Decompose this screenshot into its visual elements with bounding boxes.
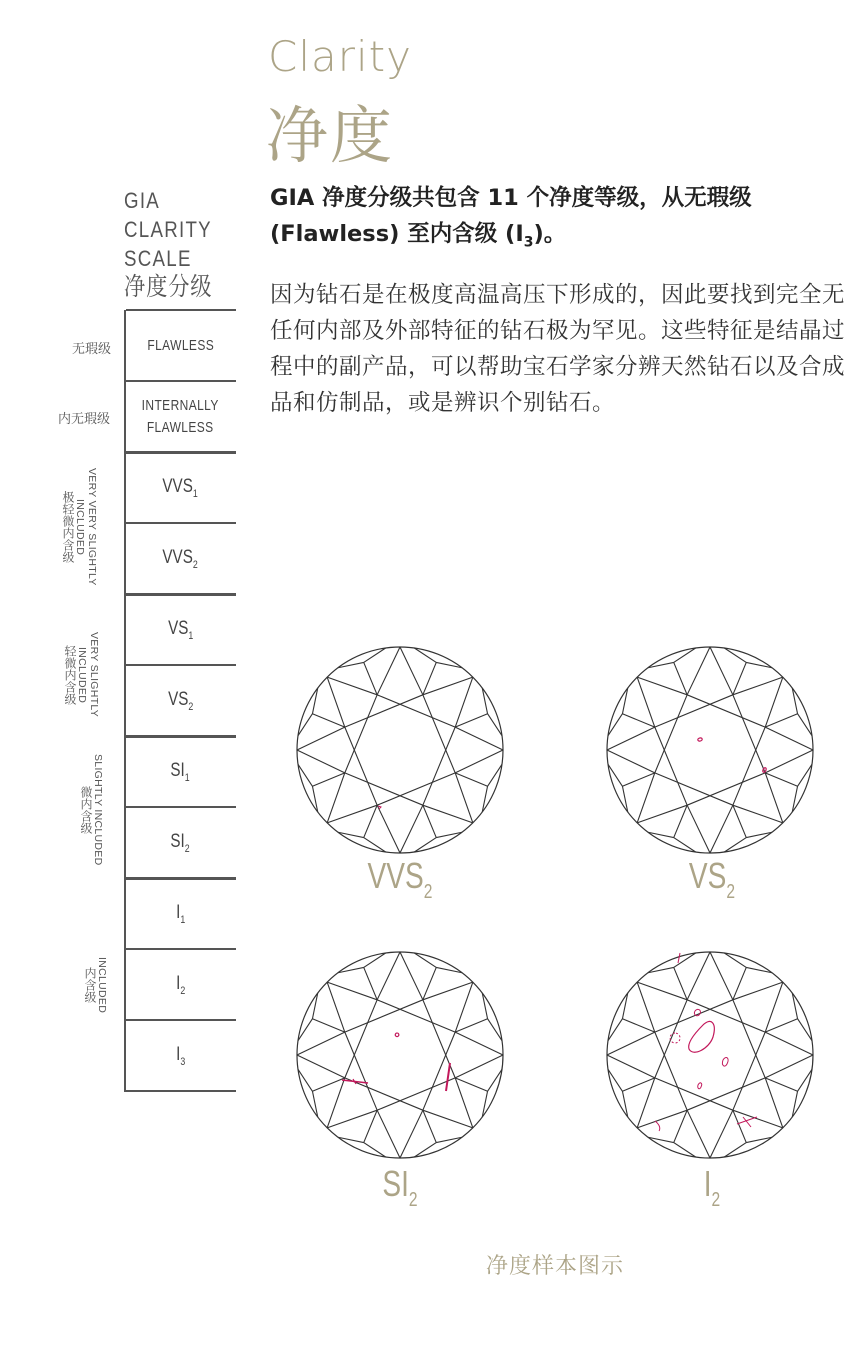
scale-row-i3 <box>126 1020 235 1091</box>
group-label-zh: 内含级 <box>83 967 97 1003</box>
scale-divider <box>126 380 236 382</box>
intro-bold: 11 <box>487 185 519 211</box>
group-label-zh: 微内含级 <box>79 786 93 834</box>
scale-grade-label: $SI_1$ <box>170 759 191 784</box>
scale-row-i2 <box>126 949 235 1020</box>
scale-title-line: GIA <box>124 188 161 213</box>
diamond-diagram-i2 <box>600 945 820 1165</box>
diamond-diagram-vvs2 <box>290 640 510 860</box>
group-label-en: INCLUDED <box>96 956 108 1014</box>
scale-divider <box>126 309 236 311</box>
intro-bold: (Flawless) <box>270 221 400 247</box>
scale-divider <box>126 735 236 738</box>
title-chinese: 净度 <box>266 99 395 172</box>
scale-row-vs2 <box>126 665 235 736</box>
scale-divider <box>126 522 236 524</box>
group-label-included <box>84 955 108 1015</box>
scale-divider <box>126 664 236 666</box>
scale-grade-label: INTERNALLY FLAWLESS <box>141 396 220 436</box>
scale-row-vs1 <box>126 594 235 665</box>
group-label-en: INCLUDED <box>76 646 88 704</box>
group-label-en: VERY SLIGHTLY <box>88 632 100 718</box>
scale-grade-label: $I_3$ <box>175 1043 186 1068</box>
scale-title <box>124 186 212 302</box>
side-label-flawless: 无瑕级 <box>72 342 112 357</box>
clarity-scale <box>124 310 236 1092</box>
intro-paragraph <box>270 180 840 261</box>
sample-label-si2: $SI_2$ <box>382 1163 418 1211</box>
group-label-zh: 极轻微内含级 <box>61 491 75 563</box>
scale-grade-label: $I_1$ <box>175 901 186 926</box>
scale-grade-label: $VS_1$ <box>167 617 194 642</box>
scale-row-i1 <box>126 878 235 949</box>
group-label-en: SLIGHTLY INCLUDED <box>92 754 104 866</box>
scale-grade-label: $VVS_1$ <box>162 475 199 500</box>
scale-row-vvs1 <box>126 452 235 523</box>
scale-row-flawless <box>126 310 235 381</box>
intro-sub: 3 <box>523 234 534 251</box>
scale-row-vvs2 <box>126 523 235 594</box>
group-label-en: INCLUDED <box>74 498 86 556</box>
sample-label-vs2: $VS_2$ <box>688 855 736 903</box>
group-label-vvs <box>62 462 98 592</box>
scale-divider <box>126 1019 236 1021</box>
scale-divider <box>126 877 236 880</box>
sample-label-i2: $I_2$ <box>703 1163 721 1211</box>
intro-bold: GIA <box>270 185 315 211</box>
scale-grade-label: $VS_2$ <box>167 688 194 713</box>
group-label-en: VERY VERY SLIGHTLY <box>86 468 98 586</box>
figure-caption: 净度样本图示 <box>485 1254 624 1279</box>
scale-title-line: CLARITY <box>124 217 212 242</box>
scale-row-internally <box>126 381 235 452</box>
intro-text: 至内含级 (I <box>399 221 524 247</box>
scale-grade-label: $SI_2$ <box>170 830 191 855</box>
scale-title-line: SCALE <box>124 246 192 271</box>
title-english: Clarity <box>268 32 412 81</box>
intro-text: )。 <box>533 221 567 247</box>
group-label-zh: 轻微内含级 <box>63 645 77 705</box>
scale-divider <box>126 1090 236 1092</box>
scale-divider <box>126 948 236 950</box>
body-paragraph: 因为钻石是在极度高温高压下形成的，因此要找到完全无任何内部及外部特征的钻石极为罕见。这些特征是结晶过程中的副产品，可以帮助宝石学家分辨天然钻石以及合成品和仿制品，或是辨识个别钻石。 <box>270 282 846 416</box>
scale-divider <box>126 806 236 808</box>
intro-text: 个净度等级，从无瑕级 <box>518 185 752 211</box>
group-label-vs <box>64 620 100 730</box>
diamond-diagram-vs2 <box>600 640 820 860</box>
scale-divider <box>126 593 236 596</box>
group-label-si <box>80 750 104 870</box>
scale-grade-label: FLAWLESS <box>147 336 214 354</box>
scale-row-si2 <box>126 807 235 878</box>
scale-grade-label: $VVS_2$ <box>162 546 199 571</box>
diamond-diagram-si2 <box>290 945 510 1165</box>
scale-grade-label: $I_2$ <box>175 972 186 997</box>
side-label-internally-flawless: 内无瑕级 <box>58 412 111 427</box>
scale-divider <box>126 451 236 454</box>
sample-label-vvs2: $VVS_2$ <box>367 855 433 903</box>
scale-title-chinese: 净度分级 <box>124 273 213 301</box>
intro-text: 净度分级共包含 <box>314 185 488 211</box>
scale-row-si1 <box>126 736 235 807</box>
